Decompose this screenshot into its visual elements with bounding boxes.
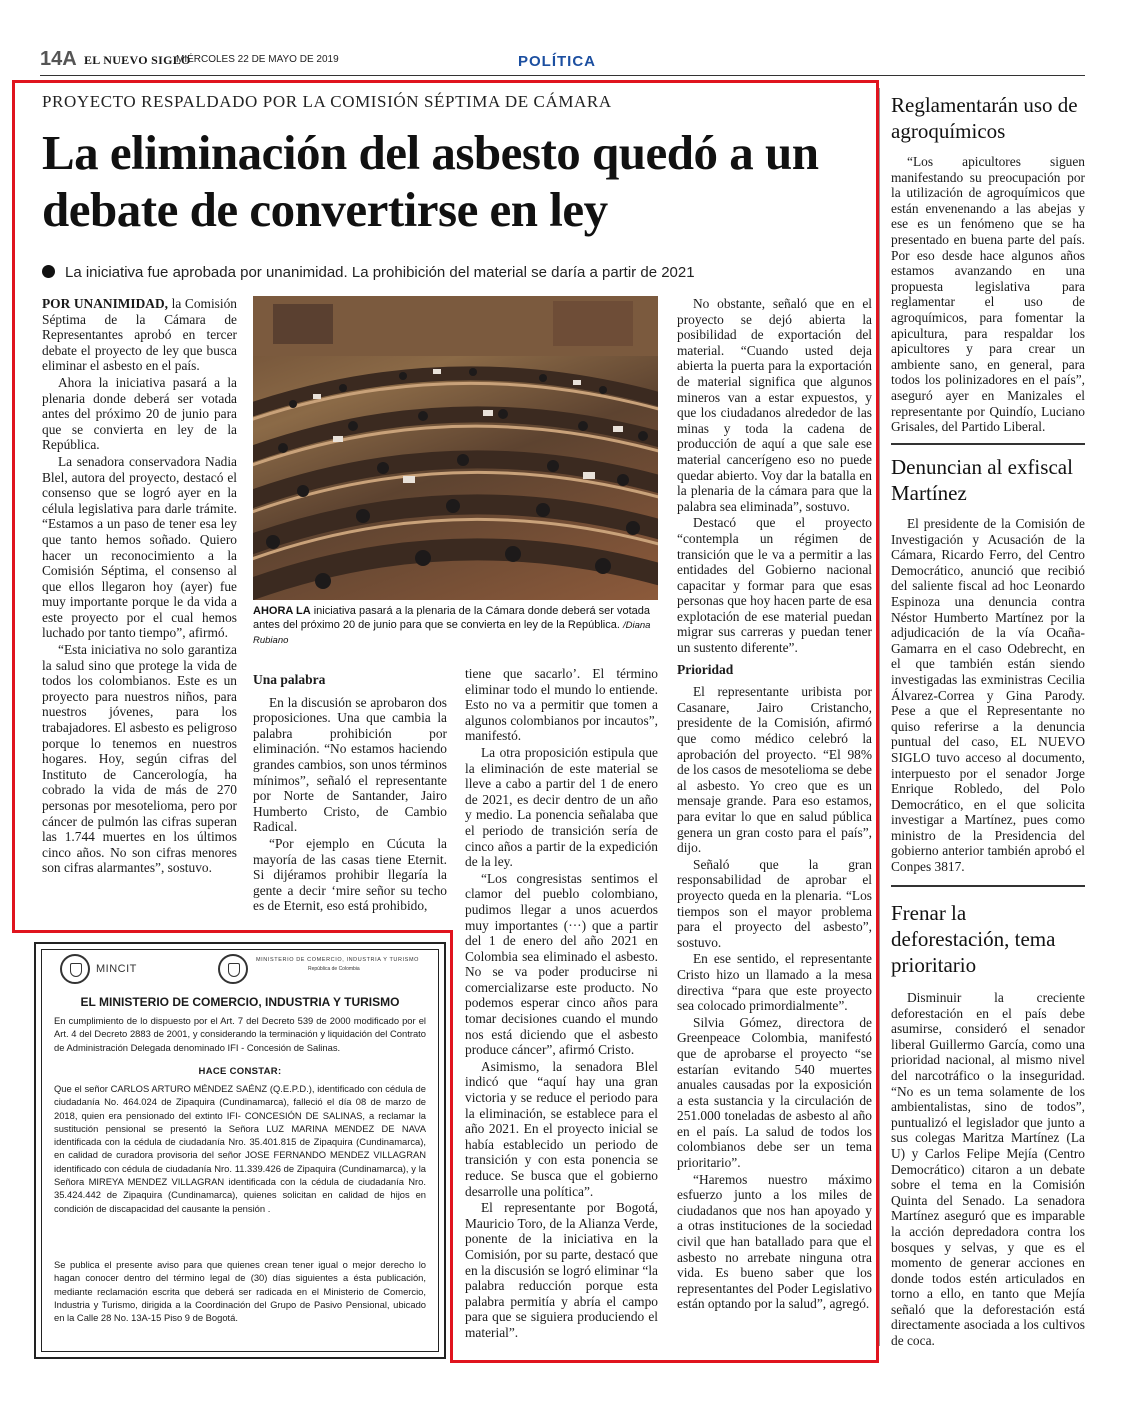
paragraph: Silvia Gómez, directora de Greenpeace Colombia, manifestó que de aprobarse el proyecto “se estarían evitando 540 muertes anuales causadas por la exposición a esta sustancia y la circulación de 251.000 toneladas de asbesto al año en el país. La salud de todos los colombianos debe ser un tema prioritario”. (677, 1014, 872, 1171)
article-column-4 (677, 296, 872, 1313)
paragraph: “Esta iniciativa no solo garantiza la salud sino que protege la vida de todos los colombianos. Este es un proyecto para nuestros niños, para nuestros jóvenes, para los trabajadores. El asbesto es peligroso porque lo tenemos en nuestros hogares. Hoy, según cifras del Instituto de Cancerología, ha cobrado la vida de más de 270 personas por mesotelioma, pero por cáncer de pulmón las cifras superan las 1.744 muertes en los últimos cinco años. No son cifras menores son cifras alarmantes”, sostuvo. (42, 642, 237, 876)
paragraph: Ahora la iniciativa pasará a la plenaria donde deberá ser votada antes del próximo 20 de junio para que se convierta en ley de la República. (42, 374, 237, 453)
ad-paragraph: Se publica el presente aviso para que quienes crean tener igual o mejor derecho lo hagan conocer dentro del término legal de (30) días siguientes a ésta publicación, mediante reclamación escrita que deberá ser radicada en el Ministerio de Comercio, Industria y Turismo, dirigida a la Coordinación del Grupo de Pasivo Pensional, ubicado en la Calle 28 No. 13A-15 Piso 9 de Bogotá. (54, 1259, 426, 1324)
legal-notice-ad (34, 942, 446, 1359)
mincit-logo: MINCIT (96, 963, 137, 975)
sidebar-rule (891, 885, 1085, 887)
subheading: Prioridad (677, 661, 734, 677)
article-headline: La eliminación del asbesto quedó a un debate de convertirse en ley (42, 125, 819, 237)
header-rule (40, 75, 1085, 76)
paragraph: Señaló que la gran responsabilidad de aprobar el proyecto queda en la plenaria. “Los tiempos son el mayor problema para el proyecto del asbesto”, sostuvo. (677, 856, 872, 950)
paragraph: “Haremos nuestro máximo esfuerzo junto a los miles de ciudadanos que nos han apoyado y a otras instituciones de la sociedad civil que han batallado para que el asbesto no arrebate ninguna otra vida. Es bueno saber que los representantes del Poder Legislativo están optando por la salud”, agregó. (677, 1171, 872, 1312)
sidebar-story-title: Frenar la deforestación, tema prioritario (891, 901, 1056, 977)
page-number: 14A (40, 48, 77, 70)
paragraph: “Los congresistas sentimos el clamor del pueblo colombiano, pudimos llegar a unos acuerdos muy importantes (···) que a partir del 1 de enero del año 2021 en Colombia sea eliminado el asbesto. No se va poder producirse ni comercializarse este producto. No podemos esperar cinco años para tomar decisiones cuando el mundo nos está diciendo que el asbesto produce cáncer”, afirmó Cristo. (465, 870, 658, 1058)
ad-title: EL MINISTERIO DE COMERCIO, INDUSTRIA Y TURISMO (80, 995, 400, 1009)
paragraph: “Por ejemplo en Cúcuta la mayoría de las casas tiene Eternit. Si dijéramos prohibir llegaría la gente a decir ‘mire señor su techo es de Eternit, eso está prohibido, (253, 835, 447, 914)
paragraph: “Los apicultores siguen manifestando su preocupación por la utilización de agroquímicos que están envenenando a las abejas y ese es un fenómeno que se ha presentado en buena parte del país. Por eso desde hace algunos años estamos avanzando en una propuesta legislativa para reglamentar el uso de agroquímicos, para fomentar la apicultura, para respaldar los apicultores y para crear un ambiente sano, en general, para todos los polinizadores en el país”, aseguró ayer en Manizales el representante por Quindío, Luciano Grisales, del Partido Liberal. (891, 154, 1085, 435)
ministry-logotype: MINISTERIO DE COMERCIO, INDUSTRIA Y TURISMO (256, 957, 420, 963)
paragraph: Destacó que el proyecto “contempla un régimen de transición que le va a permitir a las entidades del Gobierno nacional capacitar y formar para que esas personas que hoy hacen parte de esa explotación de ese material puedan migrar sus carreras y puedan tener un sustento diferente”. (677, 515, 872, 656)
photo-credit: /Diana Rubiano (253, 620, 651, 646)
paragraph: En ese sentido, el representante Cristo hizo un llamado a la mesa directiva “para que este proyecto sea colocado primordialmente”. (677, 951, 872, 1014)
sidebar-story-body (891, 516, 1085, 875)
paragraph (42, 296, 237, 374)
bullet-icon (42, 265, 55, 278)
section-name: POLÍTICA (518, 53, 596, 70)
paragraph: El representante uribista por Casanare, Jairo Cristancho, presidente de la Comisión, afirmó que como médico celebró la aprobación del proyecto. “El 98% de los casos de mesotelioma se debe al asbesto. Yo creo que es un mensaje grande. Para eso estamos, para evitar lo que en salud pública genera un gran costo para el país”, dijo. (677, 684, 872, 856)
article-subhead (42, 264, 872, 281)
newspaper-name: EL NUEVO SIGLO (84, 53, 191, 67)
highlight-frame-join (12, 930, 453, 933)
caption-lead: AHORA LA (253, 605, 311, 617)
sidebar-story-title: Denuncian al exfiscal Martínez (891, 455, 1073, 505)
coat-of-arms-icon (218, 954, 248, 984)
paragraph: tiene que sacarlo’. El término eliminar todo el mundo lo entiende. Esto no va a permitir que tomen a algunos colombianos por incautos”, manifestó. (465, 666, 658, 744)
sidebar-rule (891, 443, 1085, 445)
photo-caption (253, 604, 658, 648)
subhead-text: La iniciativa fue aprobada por unanimidad. La prohibición del material se daría a partir de 2021 (65, 264, 695, 281)
paragraph: En la discusión se aprobaron dos proposiciones. Una que cambia la palabra prohibición por eliminación. “No estamos haciendo grandes cambios, son unos términos mínimos”, señaló el representante por Norte de Santander, Jairo Humberto Cristo, de Cambio Radical. (253, 694, 447, 835)
issue-date: MIÉRCOLES 22 DE MAYO DE 2019 (176, 54, 339, 65)
paragraph: El presidente de la Comisión de Investigación y Acusación de la Cámara, Ricardo Ferro, del Centro Democrático, anunció que recibió del saliente fiscal ad hoc Leonardo Espinoza una denuncia contra Néstor Humberto Martínez por la adjudicación de la vía Ocaña-Gamarra en el caso Odebrecht, en el que también están siendo investigadas las exministras Cecilia Álvarez-Correa y Gina Parody. Pese a que el Representante no quiso referirse a la denuncia puntual del caso, EL NUEVO SIGLO tuvo acceso al documento, interpuesto por el senador Jorge Enrique Robledo, del Polo Democrático, en el que solicita investigar a Martínez, pues como ministro de la Presidencia del gobierno anterior también aprobó el Conpes 3817. (891, 516, 1085, 875)
lead-in: POR UNANIMIDAD, (42, 296, 168, 311)
paragraph: Asimismo, la senadora Blel indicó que “aquí hay una gran victoria y se reduce el periodo para la eliminación, se establece para el año 2021. En el proyecto inicial se había establecido un periodo de transición y con esta ponencia se reduce. Se busca que el gobierno desarrolle una política”. (465, 1058, 658, 1199)
ad-paragraph: En cumplimiento de lo dispuesto por el Art. 7 del Decreto 539 de 2000 modificado por el Art. 4 del Decreto 2883 de 2001, y considerando la terminación y liquidación del Contrato de Administración Delegada denominado IFI - Concesión de Salinas. (54, 1015, 426, 1053)
article-column-2 (253, 666, 447, 915)
article-column-1 (42, 296, 237, 877)
subheading: Una palabra (253, 672, 326, 687)
ad-paragraph: Que el señor CARLOS ARTURO MÉNDEZ SAÉNZ (Q.E.P.D.), identificado con cédula de ciudadanía No. 464.024 de Zipaquira (Cundinamarca), falleció el día 08 de marzo de 2018, quien era pensionado del extinto IFI- CONCESIÓN DE SALINAS, a reclamar la sustitución pensional se presentó la Señora LUZ MARINA MENDEZ DE NAVA identificada con la cédula de ciudadanía Nro. 35.401.815 de Zipaquira (Cundinamarca), en calidad de curadora provisoria del señor JOSE FERNANDO MENDEZ VILLAGRAN identificado con cédula de ciudadanía Nro. 11.339.426 de Zipaquira (Cundinamarca), y la Señora MIREYA MENDEZ VILLAGRAN identificada con la cédula de ciudadanía Nro. 35.424.442 de Zipaquira (Cundinamarca), quienes solicitan en calidad de hijos en condición de discapacidad del causante la pensión . (54, 1083, 426, 1214)
paragraph: La otra proposición estipula que la eliminación de este material se lleve a cabo a partir del 1 de enero de 2021, es decir dentro de un año y medio. La ponencia señalaba que el periodo de transición sería de cinco años a partir de la expedición de la ley. (465, 744, 658, 870)
sidebar-story-body (891, 990, 1085, 1349)
paragraph: La senadora conservadora Nadia Blel, autora del proyecto, destacó el consenso que se logró ayer en la célula legislativa para darle trámite. “Estamos a un paso de tener esa ley que tanto hemos soñado. Quiero hacer un reconocimiento a la Comisión Séptima, el consenso al que ellos llegaron hoy (ayer) fue muy importante porque le da vida a este proyecto por el cual hemos luchado por tanto tiempo”, afirmó. (42, 453, 237, 641)
paragraph-text: la Comisión Séptima de la Cámara de Representantes aprobó en tercer debate el proyecto de ley que busca eliminar el asbesto en el país. (42, 296, 237, 374)
paragraph: No obstante, señaló que en el proyecto se dejó abierta la posibilidad de exportación del material. “Cuando usted deja abierta la puerta para la exportación de material significa que algunos mineros van a estar expuestos, y que los ciudadanos alrededor de las minas y toda la cadena de producción de aquí a que sale ese material cancerígeno eso no puede quedar abierto. Voy dar la batalla en la plenaria de la cámara para que la palabra sea eliminada”, sostuvo. (677, 296, 872, 514)
article-column-3 (465, 666, 658, 1342)
ministry-logotype-sub: República de Colombia (308, 966, 360, 972)
paragraph: Disminuir la creciente deforestación en el país debe asumirse, consideró el senador liberal Guillermo García, como una prioridad nacional, al mismo nivel del narcotráfico o la inseguridad. “No es un tema solamente de los ambientalistas, sino de todos”, puntualizó el legislador que junto a sus colegas Maritza Martínez (La U) y Carlos Felipe Mejía (Centro Democrático) citaron a un debate sobre el tema en la Comisión Quinta del Senado. La senadora Martínez aseguró que es imparable la acción depredadora contra los bosques y selvas, y que es el momento de generar acciones en donde todos estén articulados en torno a ello, en tanto que Mejía señaló que la deforestación está directamente asociada a los cultivos de coca. (891, 990, 1085, 1349)
sidebar-story-title: Reglamentarán uso de agroquímicos (891, 93, 1078, 143)
caption-text: iniciativa pasará a la plenaria de la Cámara donde deberá ser votada antes del próximo 20 de junio para que se convierta en ley de la República. (253, 605, 651, 631)
paragraph: El representante por Bogotá, Mauricio Toro, de la Alianza Verde, ponente de la iniciativa en la Comisión, por su parte, destacó que en la discusión se logró eliminar “la palabra reducción porque esta palabra permitía y abría el campo para que se siguiera produciendo el material”. (465, 1200, 658, 1340)
ad-hace-constar: HACE CONSTAR: (198, 1066, 282, 1077)
sidebar-story-body (891, 154, 1085, 435)
plenary-photo (253, 296, 658, 600)
plenary-photo-graphic (253, 296, 658, 600)
sidebar-divider (879, 88, 880, 1346)
coat-of-arms-icon (60, 954, 90, 984)
article-kicker: PROYECTO RESPALDADO POR LA COMISIÓN SÉPTIMA DE CÁMARA (42, 92, 612, 111)
